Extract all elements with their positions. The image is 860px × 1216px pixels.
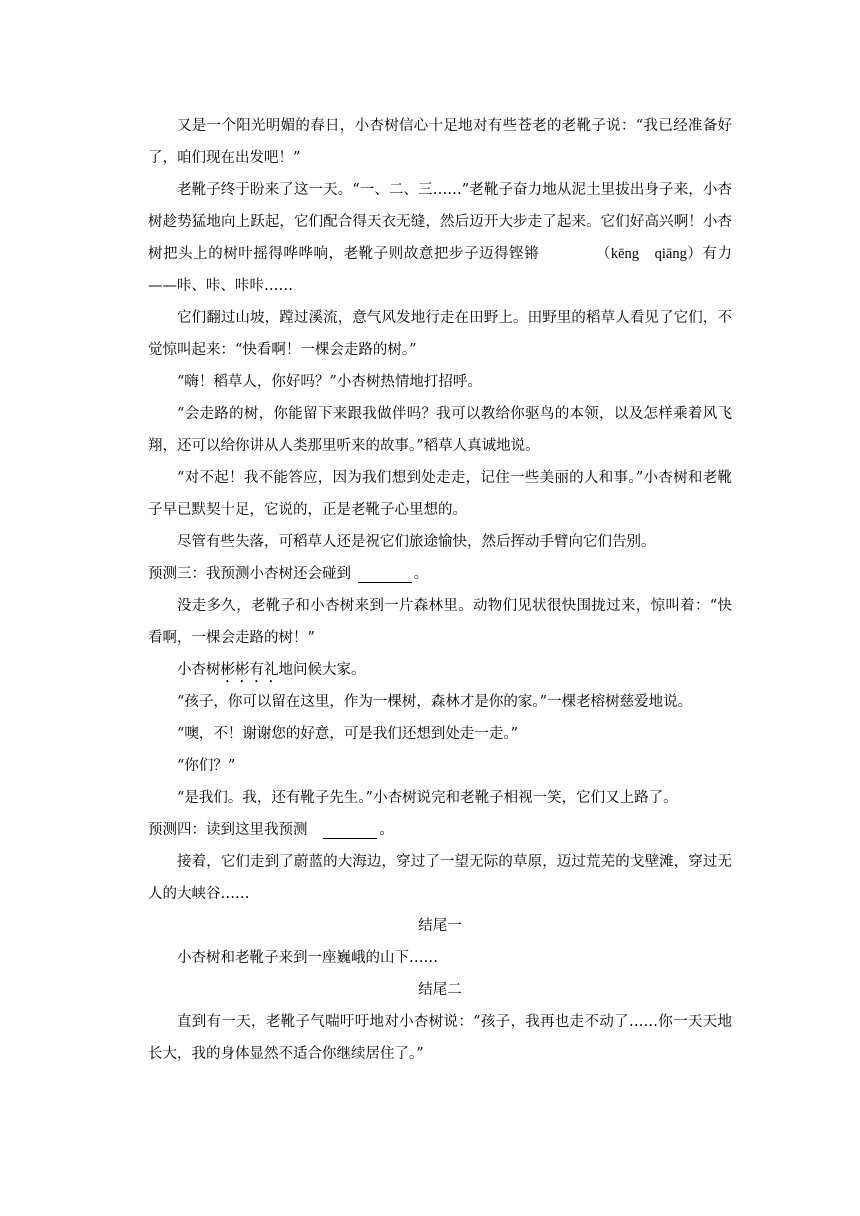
prediction-label: 预测三：我预测小杏树还会碰到 (148, 566, 351, 582)
paragraph: 又是一个阳光明媚的春日，小杏树信心十足地对有些苍老的老靴子说：“我已经准备好了，咱们现在出发吧！” (148, 118, 732, 166)
paragraph: “噢，不！谢谢您的好意，可是我们还想到处走一走。” (177, 726, 519, 742)
paragraph: 没走多久，老靴子和小杏树来到一片森林里。动物们见状很快围拢过来，惊叫着：“快看啊，一棵会走路的树！” (148, 598, 732, 646)
paragraph-text: 小杏树 (177, 662, 221, 678)
paragraph (148, 654, 732, 686)
paragraph: “孩子，你可以留在这里，作为一棵树，森林才是你的家。”一棵老榕树慈爱地说。 (177, 694, 693, 710)
paragraph: 尽管有些失落，可稻草人还是祝它们旅途愉快，然后挥动手臂向它们告别。 (177, 534, 656, 550)
paragraph: “对不起！我不能答应，因为我们想到处走走，记住一些美丽的人和事。”小杏树和老靴子早已默契十足，它说的，正是老靴子心里想的。 (148, 470, 732, 518)
prediction-end: 。 (379, 822, 394, 838)
paragraph: 接着，它们走到了蔚蓝的大海边，穿过了一望无际的草原，迈过荒芜的戈壁滩，穿过无人的大峡谷…… (148, 854, 732, 902)
paragraph-text: 老靴子终于盼来了这一天。“一、二、三……”老靴子奋力地从泥土里拔出身子来，小杏树趁势猛地向上跃起，它们配合得天衣无缝，然后迈开大步走了起来。它们好高兴啊！小杏树把头上的树叶摇得哗哗响，老靴子则故意把步子迈得铿锵 (148, 182, 732, 262)
prediction-four (148, 814, 732, 846)
paragraph: 它们翻过山坡，蹚过溪流，意气风发地行走在田野上。田野里的稻草人看见了它们，不觉惊叫起来：“快看啊！一棵会走路的树。” (148, 310, 732, 358)
ending-one-heading: 结尾一 (418, 918, 462, 934)
prediction-end: 。 (413, 566, 429, 582)
prediction-label: 预测四：读到这里我预测 (148, 822, 308, 838)
paragraph: “你们？” (177, 758, 236, 774)
paragraph: “会走路的树，你能留下来跟我做伴吗？我可以教给你驱鸟的本领，以及怎样乘着风飞翔，还可以给你讲从人类那里听来的故事。”稻草人真诚地说。 (148, 406, 732, 454)
prediction-three (148, 558, 732, 590)
answer-blank[interactable] (323, 822, 377, 839)
paragraph: “嗨！稻草人，你好吗？”小杏树热情地打招呼。 (177, 374, 482, 390)
paragraph-text: 地问候大家。 (278, 662, 366, 678)
paragraph (148, 174, 732, 302)
ending-two-heading: 结尾二 (418, 982, 462, 998)
paragraph: “是我们。我，还有靴子先生。”小杏树说完和老靴子相视一笑，它们又上路了。 (177, 790, 678, 806)
story-text (148, 110, 732, 1070)
ending-two-text: 直到有一天，老靴子气喘吁吁地对小杏树说：“孩子，我再也走不动了……你一天天地长大，我的身体显然不适合你继续居住了。” (148, 1014, 732, 1062)
ending-one-text: 小杏树和老靴子来到一座巍峨的山下…… (177, 950, 438, 966)
paragraph-text: 有力——咔、咔、咔咔…… (148, 246, 733, 294)
emphasized-word: 彬彬有礼 (220, 662, 279, 678)
pinyin-annotation: （kēng qiāng） (595, 246, 703, 262)
answer-blank[interactable] (358, 566, 412, 583)
